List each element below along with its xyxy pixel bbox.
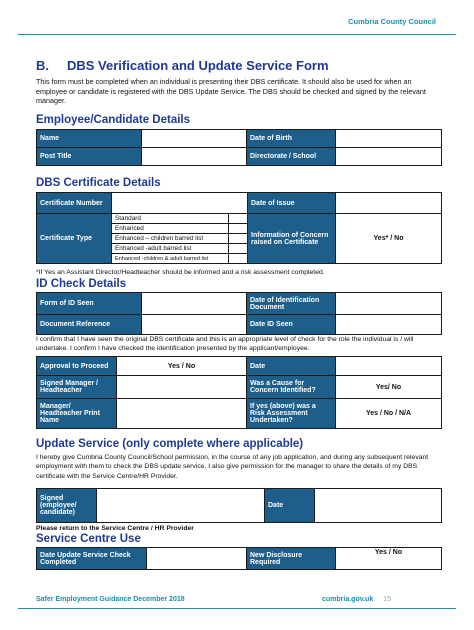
form-id-field[interactable] [142,293,247,315]
approval-table [36,356,442,429]
footer-rule [18,608,456,609]
type-standard: Standard [112,214,229,224]
footer-site[interactable]: cumbria.gov.uk [322,596,374,603]
dbs-note: *If Yes an Assistant Director/Headteacher should be informed and a risk assessment completed. [36,269,325,276]
confirm-text: I confirm that I have seen the original DBS certificate and this is an appropriate level of check for the role the individual is / will undertake. I confirm I have checked the identification presented by the applicant/employee. [36,336,414,353]
manager-name-label: Manager/ Headteacher Print Name [37,399,117,429]
council-name: Cumbria County Council [348,17,436,26]
approval-date-label: Date [247,357,336,376]
cert-number-field[interactable] [112,193,248,214]
update-table [36,488,442,523]
info-concern-label: Information of Concern raised on Certificate [248,214,336,264]
doc-ref-field[interactable] [142,315,247,335]
cause-concern-value[interactable]: Yes/ No [336,376,442,399]
date-issue-field[interactable] [336,193,442,214]
cert-number-label: Certificate Number [37,193,112,214]
date-issue-label: Date of Issue [248,193,336,214]
section-letter: B. [36,58,49,73]
dob-field[interactable] [336,130,442,148]
name-field[interactable] [142,130,247,148]
update-check-label: Date Update Service Check Completed [37,548,147,570]
return-text: Please return to the Service Centre / HR Provider [36,525,194,532]
risk-label: If yes (above) was a Risk Assessment Undertaken? [247,399,336,429]
doc-ref-label: Document Reference [37,315,142,335]
signed-employee-field[interactable] [97,489,265,523]
approval-value[interactable]: Yes / No [117,357,247,376]
dbs-heading: DBS Certificate Details [36,177,161,189]
info-concern-value[interactable]: Yes* / No [336,214,442,264]
form-id-label: Form of ID Seen [37,293,142,315]
update-check-field[interactable] [147,548,247,570]
footer-right [322,596,391,603]
update-heading: Update Service (only complete where applicable) [36,438,304,450]
date-seen-field[interactable] [336,315,442,335]
type-enhanced: Enhanced [112,224,229,234]
post-field[interactable] [142,148,247,166]
post-label: Post Title [37,148,142,166]
employee-heading: Employee/Candidate Details [36,114,191,126]
name-label: Name [37,130,142,148]
form-title [36,58,329,73]
date-id-doc-field[interactable] [336,293,442,315]
approval-label: Approval to Proceed [37,357,117,376]
date-seen-label: Date ID Seen [247,315,336,335]
dob-label: Date of Birth [247,130,336,148]
type-enhanced-adult: Enhanced -adult barred list [112,244,229,254]
risk-value[interactable]: Yes / No / N/A [336,399,442,429]
type-enhanced-both: Enhanced -children & adult barred list [112,254,229,264]
id-table [36,292,442,335]
directorate-field[interactable] [336,148,442,166]
approval-date-field[interactable] [336,357,442,376]
signed-manager-label: Signed Manager / Headteacher [37,376,117,399]
page-number: 15 [383,596,392,603]
update-text: I hereby give Cumbria County Council/School permission, in the course of any job application, and during any subsequent relevant employment with them to check the DBS update service. I also give permission for the manager to share the details of my DBS certificate with the Service Centre/HR Provider. [36,454,429,480]
cause-concern-label: Was a Cause for Concern Identified? [247,376,336,399]
directorate-label: Directorate / School [247,148,336,166]
signed-manager-field[interactable] [117,376,247,399]
update-date-label: Date [265,489,315,523]
cert-type-label: Certificate Type [37,214,112,264]
centre-table [36,547,442,570]
new-disclosure-value[interactable]: Yes / No [336,548,442,570]
type-standard-box[interactable] [229,214,248,224]
type-enhanced-box[interactable] [229,224,248,234]
type-enhanced-children: Enhanced – children barred list [112,234,229,244]
footer-guidance: Safer Employment Guidance December 2018 [36,596,185,603]
intro-text: This form must be completed when an individual is presenting their DBS certificate. It should also be used for when an employee or candidate is registered with the DBS Update Service. The DBS should be checked and signed by the relevant manager. [36,77,426,106]
new-disclosure-label: New Disclosure Required [247,548,336,570]
dbs-table [36,192,442,264]
update-date-field[interactable] [315,489,442,523]
centre-heading: Service Centre Use [36,533,141,545]
id-check-heading: ID Check Details [36,278,127,290]
employee-table [36,129,442,166]
form-title-text: DBS Verification and Update Service Form [67,58,329,73]
type-enhanced-adult-box[interactable] [229,244,248,254]
type-enhanced-both-box[interactable] [229,254,248,264]
signed-employee-label: Signed (employee/ candidate) [37,489,97,523]
manager-name-field[interactable] [117,399,247,429]
date-id-doc-label: Date of Identification Document [247,293,336,315]
header-rule [18,34,456,35]
type-enhanced-children-box[interactable] [229,234,248,244]
